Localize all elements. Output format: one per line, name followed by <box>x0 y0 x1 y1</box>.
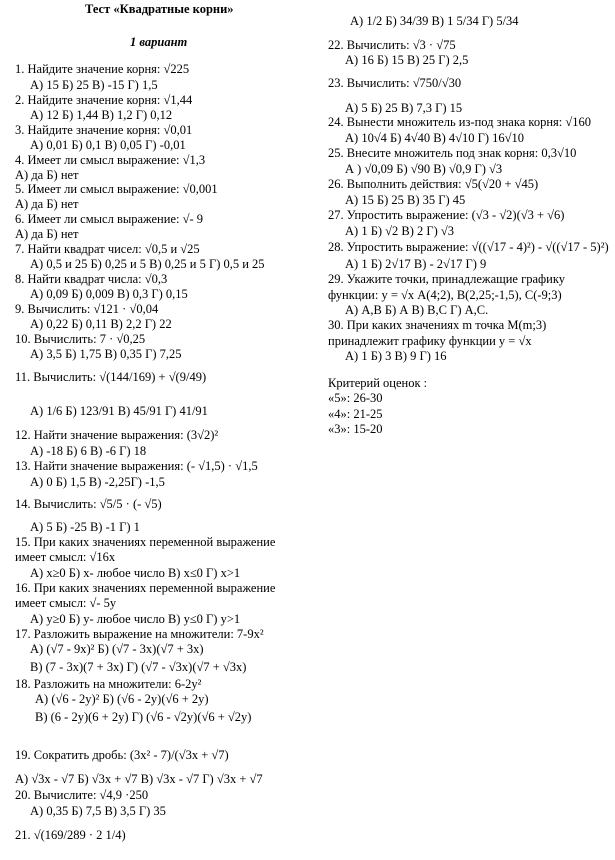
left-line: А) 0,35 Б) 7,5 В) 3,5 Г) 35 <box>30 804 166 818</box>
left-line: А) да Б) нет <box>15 168 79 182</box>
right-line: 22. Вычислить: √3 · √75 <box>328 38 456 52</box>
variant-heading: 1 вариант <box>130 35 188 49</box>
left-line: 4. Имеет ли смысл выражение: √1,3 <box>15 153 206 167</box>
left-line: А) 12 Б) 1,44 В) 1,2 Г) 0,12 <box>30 108 173 122</box>
right-line: 25. Внесите множитель под знак корня: 0,3√10 <box>328 146 577 160</box>
right-line: 23. Вычислить: √750/√30 <box>328 76 462 90</box>
right-line: А) 10√4 Б) 4√40 В) 4√10 Г) 16√10 <box>345 131 524 145</box>
right-line: «4»: 21-25 <box>328 407 383 421</box>
left-line: А) 3,5 Б) 1,75 В) 0,35 Г) 7,25 <box>30 347 182 361</box>
left-line: 10. Вычислить: 7 · √0,25 <box>15 332 146 346</box>
left-line: имеет смысл: √- 5y <box>15 596 117 610</box>
left-line: А) y≥0 Б) y- любое число В) y≤0 Г) y>1 <box>30 612 241 626</box>
right-line: 26. Выполнить действия: √5(√20 + √45) <box>328 177 539 191</box>
right-line: 29. Укажите точки, принадлежащие графику <box>328 272 565 286</box>
left-line: имеет смысл: √16x <box>15 550 116 564</box>
left-line: 3. Найдите значение корня: √0,01 <box>15 123 193 137</box>
left-line: А) 0,5 и 25 Б) 0,25 и 5 В) 0,25 и 5 Г) 0,5 и 25 <box>30 257 265 271</box>
left-line: 7. Найти квадрат чисел: √0,5 и √25 <box>15 242 200 256</box>
right-line: 27. Упростить выражение: (√3 - √2)(√3 + √6) <box>328 208 565 222</box>
left-line: 13. Найти значение выражения: (- √1,5) · √1,5 <box>15 459 258 473</box>
left-line: 1. Найдите значение корня: √225 <box>15 62 190 76</box>
left-line: А) 0,09 Б) 0,009 В) 0,3 Г) 0,15 <box>30 287 188 301</box>
left-line: А) -18 Б) 6 В) -6 Г) 18 <box>30 444 147 458</box>
left-line: 2. Найдите значение корня: √1,44 <box>15 93 193 107</box>
left-line: 14. Вычислить: √5/5 · (- √5) <box>15 497 162 511</box>
right-line: А) 1/2 Б) 34/39 В) 1 5/34 Г) 5/34 <box>350 14 519 28</box>
right-line: А) 15 Б) 25 В) 35 Г) 45 <box>345 193 466 207</box>
left-line: 17. Разложить выражение на множители: 7-9x² <box>15 627 264 641</box>
left-line: 21. √(169/289 · 2 1/4) <box>15 828 126 842</box>
right-line: принадлежит графику функции y = √x <box>328 334 532 348</box>
left-line: 12. Найти значение выражения: (3√2)² <box>15 428 219 442</box>
left-line: 15. При каких значениях переменной выражение <box>15 535 276 549</box>
page-title: Тест «Квадратные корни» <box>85 2 234 16</box>
right-line: А) 5 Б) 25 В) 7,3 Г) 15 <box>345 101 463 115</box>
right-line: 30. При каких значениях m точка М(m;3) <box>328 318 547 332</box>
left-line: 19. Сократить дробь: (3x² - 7)/(√3x + √7) <box>15 748 229 762</box>
right-line: «5»: 26-30 <box>328 391 383 405</box>
right-line: А) 16 Б) 15 В) 25 Г) 2,5 <box>345 53 469 67</box>
left-line: 5. Имеет ли смысл выражение: √0,001 <box>15 182 218 196</box>
left-line: 9. Вычислить: √121 · √0,04 <box>15 302 159 316</box>
left-line: 11. Вычислить: √(144/169) + √(9/49) <box>15 370 207 384</box>
left-line: В) (6 - 2y)(6 + 2y) Г) (√6 - √2y)(√6 + √2y) <box>35 710 252 724</box>
left-line: А) x≥0 Б) x- любое число В) x≤0 Г) x>1 <box>30 566 241 580</box>
left-line: А) да Б) нет <box>15 197 79 211</box>
left-line: А) √3x - √7 Б) √3x + √7 В) √3x - √7 Г) √3x + √7 <box>15 772 263 786</box>
left-line: А) (√6 - 2y)² Б) (√6 - 2y)(√6 + 2y) <box>35 692 209 706</box>
left-line: А) 1/6 Б) 123/91 В) 45/91 Г) 41/91 <box>30 404 208 418</box>
right-line: А) 1 Б) 2√17 В) - 2√17 Г) 9 <box>345 257 487 271</box>
left-line: В) (7 - 3x)(7 + 3x) Г) (√7 - √3x)(√7 + √3x) <box>30 660 247 674</box>
left-line: А) (√7 - 9x)² Б) (√7 - 3x)(√7 + 3x) <box>30 642 204 656</box>
left-line: 18. Разложить на множители: 6-2y² <box>15 677 202 691</box>
right-line: 24. Вынести множитель из-под знака корня: √160 <box>328 115 591 129</box>
right-line: «3»: 15-20 <box>328 422 383 436</box>
right-line: А) А,В Б) А В) В,С Г) А,С. <box>345 303 489 317</box>
left-line: А) 15 Б) 25 В) -15 Г) 1,5 <box>30 78 158 92</box>
left-line: А) 0 Б) 1,5 В) -2,25Г) -1,5 <box>30 475 165 489</box>
right-line: функции: y = √x А(4;2), В(2,25;-1,5), С(-9;3) <box>328 288 562 302</box>
right-line: А) 1 Б) √2 В) 2 Г) √3 <box>345 224 455 238</box>
left-line: А) 0,22 Б) 0,11 В) 2,2 Г) 22 <box>30 317 172 331</box>
left-line: 6. Имеет ли смысл выражение: √- 9 <box>15 212 203 226</box>
left-line: А) 5 Б) -25 В) -1 Г) 1 <box>30 520 140 534</box>
left-line: А) да Б) нет <box>15 227 79 241</box>
right-line: А ) √0,09 Б) √90 В) √0,9 Г) √3 <box>345 162 503 176</box>
left-line: 8. Найти квадрат числа: √0,3 <box>15 272 168 286</box>
right-line: А) 1 Б) 3 В) 9 Г) 16 <box>345 349 447 363</box>
left-line: 16. При каких значениях переменной выражение <box>15 581 276 595</box>
left-line: А) 0,01 Б) 0,1 В) 0,05 Г) -0,01 <box>30 138 186 152</box>
right-line: 28. Упростить выражение: √((√17 - 4)²) - √((√17 - 5)²) <box>328 240 609 254</box>
left-line: 20. Вычислите: √4,9 ·250 <box>15 788 149 802</box>
right-line: Критерий оценок : <box>328 376 428 390</box>
